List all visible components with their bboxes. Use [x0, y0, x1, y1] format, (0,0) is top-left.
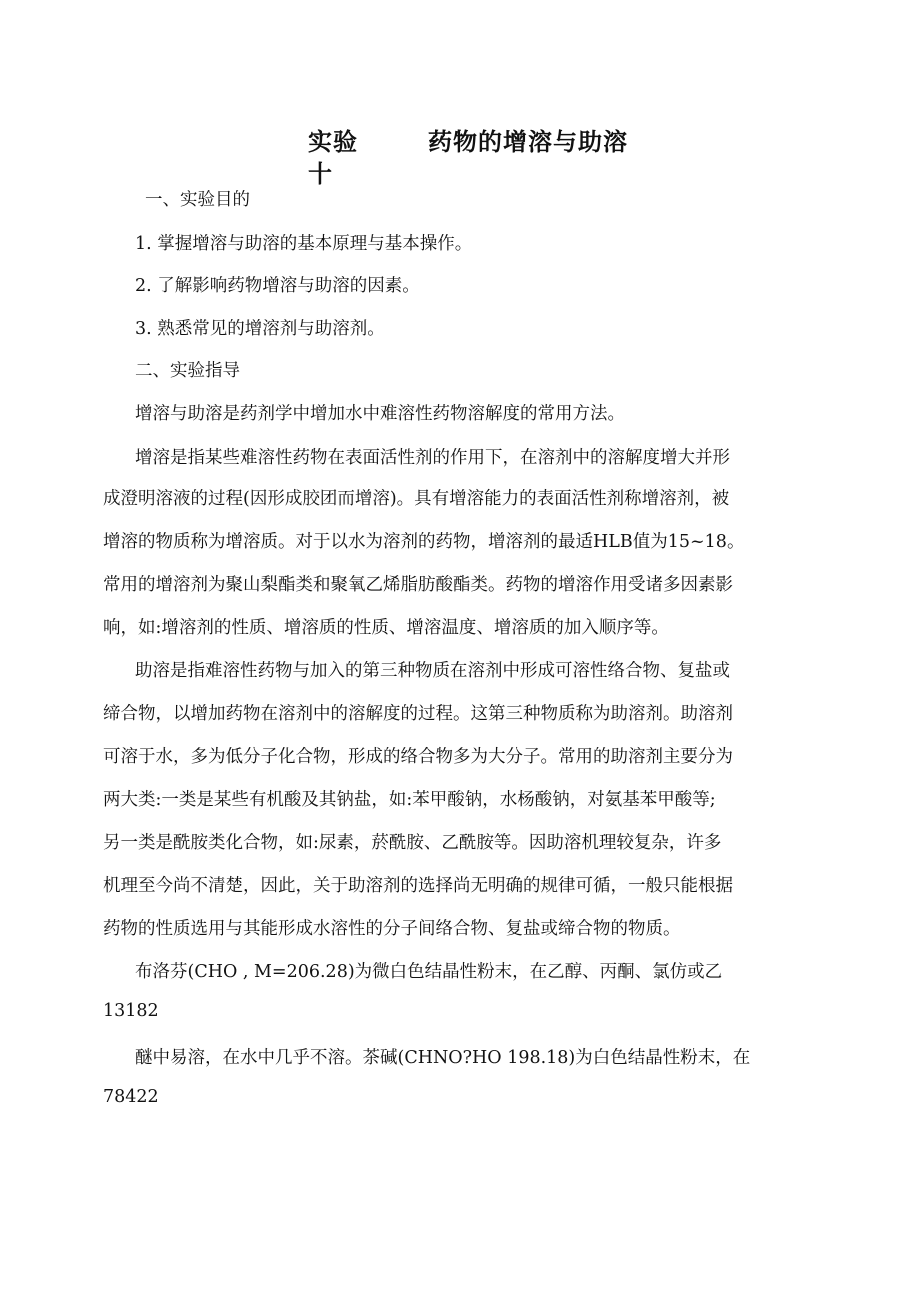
chapter-number: 实验十 [308, 128, 358, 188]
objective-item: 1. 掌握增溶与助溶的基本原理与基本操作。 [135, 234, 473, 254]
paragraph-line: 响，如:增溶剂的性质、增溶质的性质、增溶温度、增溶质的加入顺序等。 [103, 618, 669, 638]
paragraph-line: 常用的增溶剂为聚山梨酯类和聚氧乙烯脂肪酸酯类。药物的增溶作用受诸多因素影 [103, 575, 733, 595]
subscript-digits: 13182 [103, 1001, 159, 1021]
paragraph-line: 增溶是指某些难溶性药物在表面活性剂的作用下，在溶剂中的溶解度增大并形 [135, 448, 730, 468]
paragraph-line: 增溶的物质称为增溶质。对于以水为溶剂的药物，增溶剂的最适HLB值为15~18。 [103, 532, 745, 552]
section-heading-objectives: 一、实验目的 [145, 190, 250, 210]
paragraph-intro: 增溶与助溶是药剂学中增加水中难溶性药物溶解度的常用方法。 [135, 404, 625, 424]
paragraph-line: 药物的性质选用与其能形成水溶性的分子间络合物、复盐或缔合物的物质。 [103, 919, 681, 939]
objective-item: 2. 了解影响药物增溶与助溶的因素。 [135, 276, 420, 296]
paragraph-line: 醚中易溶，在水中几乎不溶。茶碱(CHNO?HO 198.18)为白色结晶性粉末，在 [135, 1048, 751, 1068]
paragraph-line: 机理至今尚不清楚，因此，关于助溶剂的选择尚无明确的规律可循，一般只能根据 [103, 876, 733, 896]
paragraph-line: 助溶是指难溶性药物与加入的第三种物质在溶剂中形成可溶性络合物、复盐或 [135, 661, 730, 681]
page-title: 药物的增溶与助溶 [428, 128, 628, 156]
objective-item: 3. 熟悉常见的增溶剂与助溶剂。 [135, 319, 385, 339]
paragraph-line: 缔合物，以增加药物在溶剂中的溶解度的过程。这第三种物质称为助溶剂。助溶剂 [103, 704, 733, 724]
paragraph-line: 成澄明溶液的过程(因形成胶团而增溶)。具有增溶能力的表面活性剂称增溶剂，被 [103, 489, 730, 509]
paragraph-line: 另一类是酰胺类化合物，如:尿素，菸酰胺、乙酰胺等。因助溶机理较复杂，许多 [103, 833, 722, 853]
section-heading-guidance: 二、实验指导 [135, 361, 240, 381]
paragraph-line: 布洛芬(CHO , M=206.28)为微白色结晶性粉末，在乙醇、丙酮、氯仿或乙 [135, 962, 723, 982]
paragraph-line: 可溶于水，多为低分子化合物，形成的络合物多为大分子。常用的助溶剂主要分为 [103, 747, 733, 767]
paragraph-line: 两大类:一类是某些有机酸及其钠盐，如:苯甲酸钠，水杨酸钠，对氨基苯甲酸等; [103, 790, 716, 810]
subscript-digits: 78422 [103, 1087, 159, 1107]
